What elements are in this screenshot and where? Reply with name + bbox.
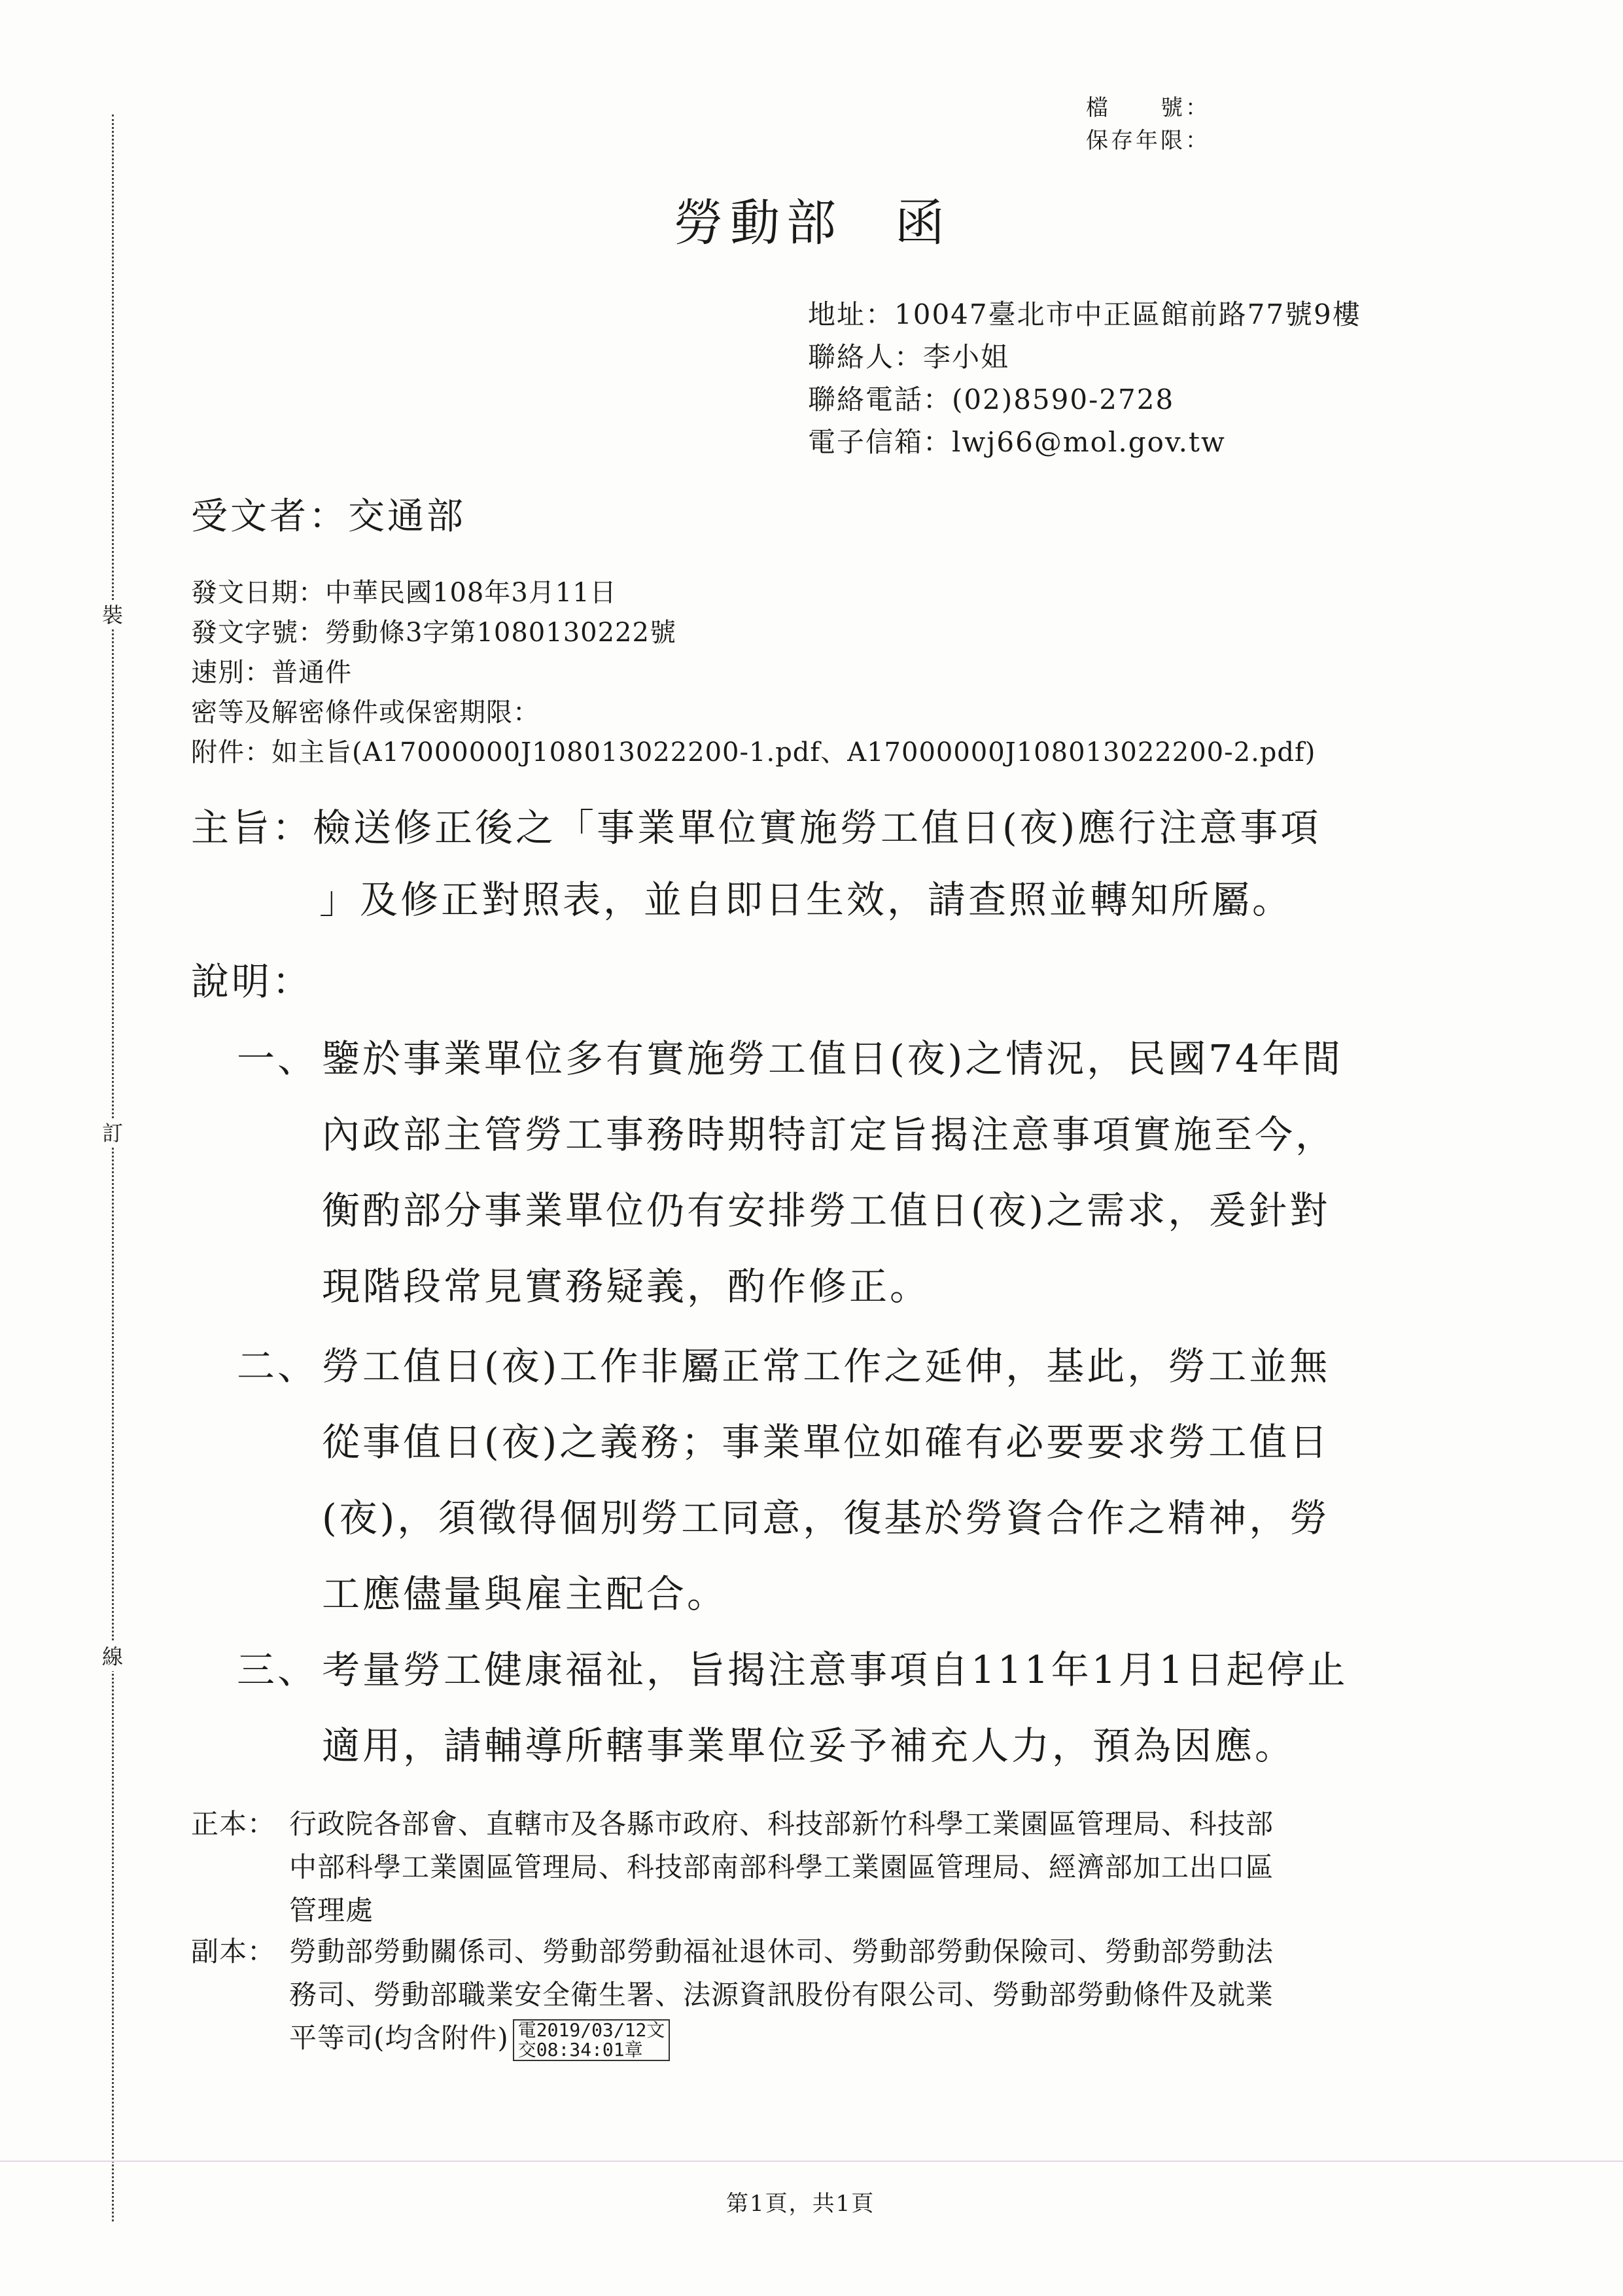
explanation-point-3 [237,1632,1348,1784]
contact-phone: 聯絡電話：(02)8590-2728 [808,383,1175,415]
copy-recipients [191,1930,1274,2061]
contact-block [808,293,1361,463]
original-label: 正本： [191,1808,276,1840]
copy-line-last [289,2017,1274,2061]
binding-mark-zhuang: 裝 [98,601,127,629]
copy-label: 副本： [191,1935,276,1968]
point-line: 勞工值日(夜)工作非屬正常工作之延伸，基此，勞工並無 [322,1344,1331,1388]
point-number: 三、 [237,1648,319,1692]
dispatch-info [191,573,1316,773]
explanation-label: 說明： [191,959,313,1004]
dispatch-secrecy: 密等及解密條件或保密期限： [191,698,540,728]
original-recipients [191,1803,1274,1932]
recipient: 受文者：交通部 [191,495,466,538]
point-line: 工應儘量與雇主配合。 [322,1572,728,1616]
dispatch-number: 發文字號：勞動條3字第1080130222號 [191,618,676,648]
original-line: 行政院各部會、直轄市及各縣市政府、科技部新竹科學工業園區管理局、科技部 [289,1808,1274,1840]
copy-line: 務司、勞動部職業安全衛生署、法源資訊股份有限公司、勞動部勞動條件及就業 [289,1979,1274,2011]
contact-email: 電子信箱：lwj66@mol.gov.tw [808,426,1226,458]
copy-line: 勞動部勞動關係司、勞動部勞動福祉退休司、勞動部勞動保險司、勞動部勞動法 [289,1935,1274,1968]
original-line: 管理處 [289,1894,374,1926]
electronic-stamp [513,2019,671,2061]
document-title-org: 勞動部 [674,194,843,252]
page-number: 第1頁，共1頁 [726,2191,875,2217]
explanation-point-2 [237,1328,1330,1632]
footer-divider [0,2161,1623,2162]
contact-person: 聯絡人：李小姐 [808,341,1010,373]
explanation-point-1 [237,1021,1343,1324]
point-line: (夜)，須徵得個別勞工同意，復基於勞資合作之精神，勞 [322,1496,1331,1540]
binding-dotted-line [112,115,114,2221]
dispatch-date: 發文日期：中華民國108年3月11日 [191,578,617,608]
point-line: 適用，請輔導所轄事業單位妥予補充人力，預為因應。 [322,1723,1296,1768]
point-number: 一、 [237,1036,319,1081]
binding-mark-xian: 線 [98,1642,127,1671]
subject-line-2: 」及修正對照表，並自即日生效，請查照並轉知所屬。 [319,877,1293,922]
point-line: 從事值日(夜)之義務；事業單位如確有必要要求勞工值日 [322,1420,1331,1464]
contact-address: 地址：10047臺北市中正區館前路77號9樓 [808,298,1361,330]
point-line: 現階段常見實務疑義，酌作修正。 [322,1264,931,1309]
point-line: 鑒於事業單位多有實施勞工值日(夜)之情況，民國74年間 [322,1036,1344,1081]
retention-period-label: 保存年限： [1086,128,1210,154]
file-number-label: 檔 號： [1086,95,1210,121]
stamp-line-1: 電2019/03/12文 [517,2019,665,2041]
point-line: 衡酌部分事業單位仍有安排勞工值日(夜)之需求，爰針對 [322,1188,1331,1233]
binding-mark-ding: 訂 [98,1119,127,1148]
point-number: 二、 [237,1344,319,1388]
copy-line: 平等司(均含附件) [289,2022,509,2054]
document-title [674,183,951,255]
point-line: 內政部主管勞工事務時期特訂定旨揭注意事項實施至今， [322,1112,1336,1157]
subject-line-1: 主旨：檢送修正後之「事業單位實施勞工值日(夜)應行注意事項 [191,805,1321,850]
point-line: 考量勞工健康福祉，旨揭注意事項自111年1月1日起停止 [322,1648,1348,1692]
stamp-line-2: 交08:34:01章 [517,2039,643,2060]
dispatch-speed: 速別：普通件 [191,658,352,688]
dispatch-attachment: 附件：如主旨(A17000000J108013022200-1.pdf、A17000000J108013022200-2.pdf) [191,737,1316,768]
document-title-type: 函 [895,194,951,252]
original-line: 中部科學工業園區管理局、科技部南部科學工業園區管理局、經濟部加工出口區 [289,1851,1274,1883]
